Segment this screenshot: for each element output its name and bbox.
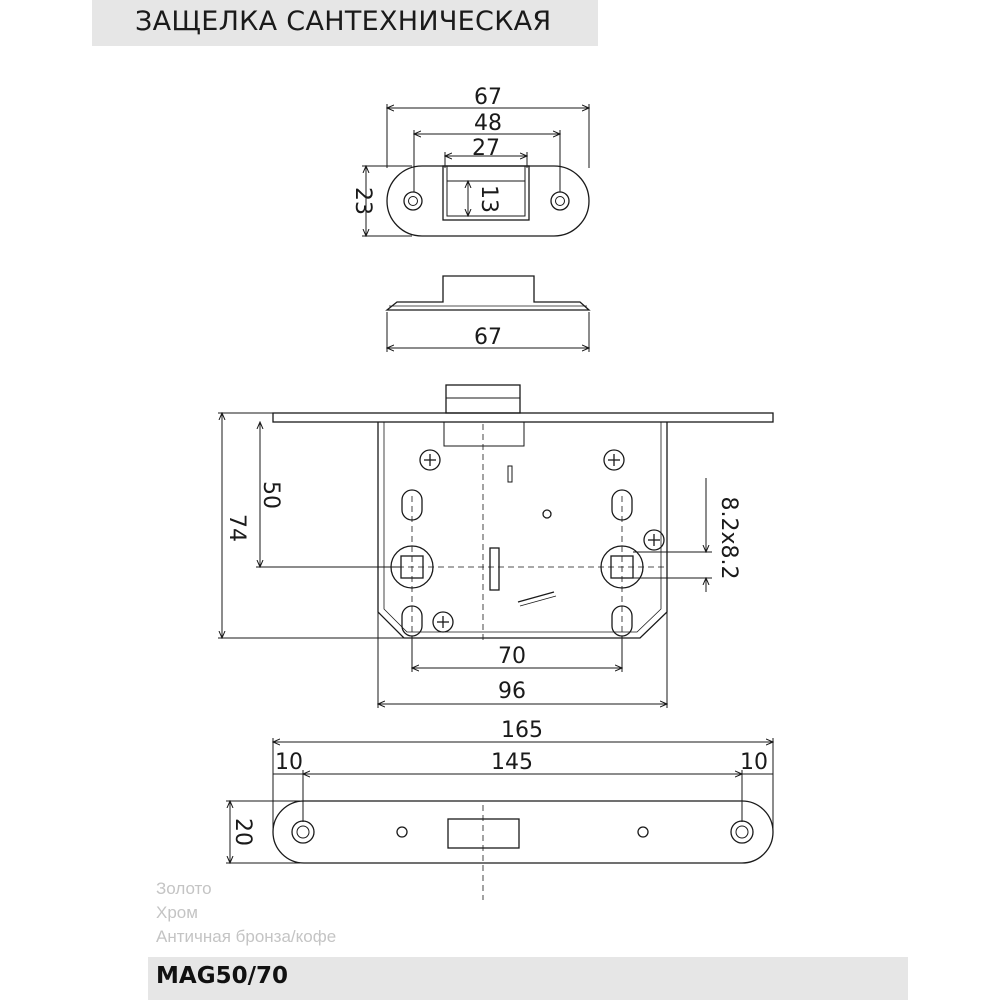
dim-spindle-size: 8.2x8.2 (716, 496, 741, 580)
page-title: ЗАЩЕЛКА САНТЕХНИЧЕСКАЯ (135, 6, 552, 37)
finish-list (156, 877, 336, 949)
screw-icon (433, 612, 453, 632)
lock-body-dimensions (218, 413, 712, 708)
dim-faceplate-left-offset: 10 (275, 750, 303, 775)
screw-icon (604, 450, 624, 470)
dim-faceplate-total: 165 (501, 718, 543, 743)
screw-icon (420, 450, 440, 470)
dim-faceplate-height: 20 (230, 818, 255, 846)
dim-body-hole-spacing: 70 (498, 644, 526, 669)
dim-body-height-axis: 50 (258, 481, 283, 509)
dim-strike-width-outer: 67 (474, 85, 502, 110)
finish-item: Хром (156, 903, 198, 922)
dim-strike-width-mid: 48 (474, 111, 502, 136)
lock-body-front-view (273, 385, 773, 638)
model-label: MAG50/70 (156, 963, 288, 989)
dim-faceplate-hole-spacing: 145 (491, 750, 533, 775)
finish-item: Античная бронза/кофе (156, 927, 337, 946)
dim-strike-height: 23 (350, 187, 375, 215)
finish-item: Золото (156, 879, 212, 898)
dim-body-width: 96 (498, 679, 526, 704)
faceplate-front-view (273, 801, 773, 863)
dim-body-height-outer: 74 (224, 514, 249, 542)
dim-strike-width-inner: 27 (472, 136, 500, 161)
dim-strike-slot-height: 13 (476, 185, 501, 213)
dim-strike-side-width: 67 (474, 325, 502, 350)
dim-faceplate-right-offset: 10 (740, 750, 768, 775)
strike-plate-side-view (387, 276, 589, 310)
